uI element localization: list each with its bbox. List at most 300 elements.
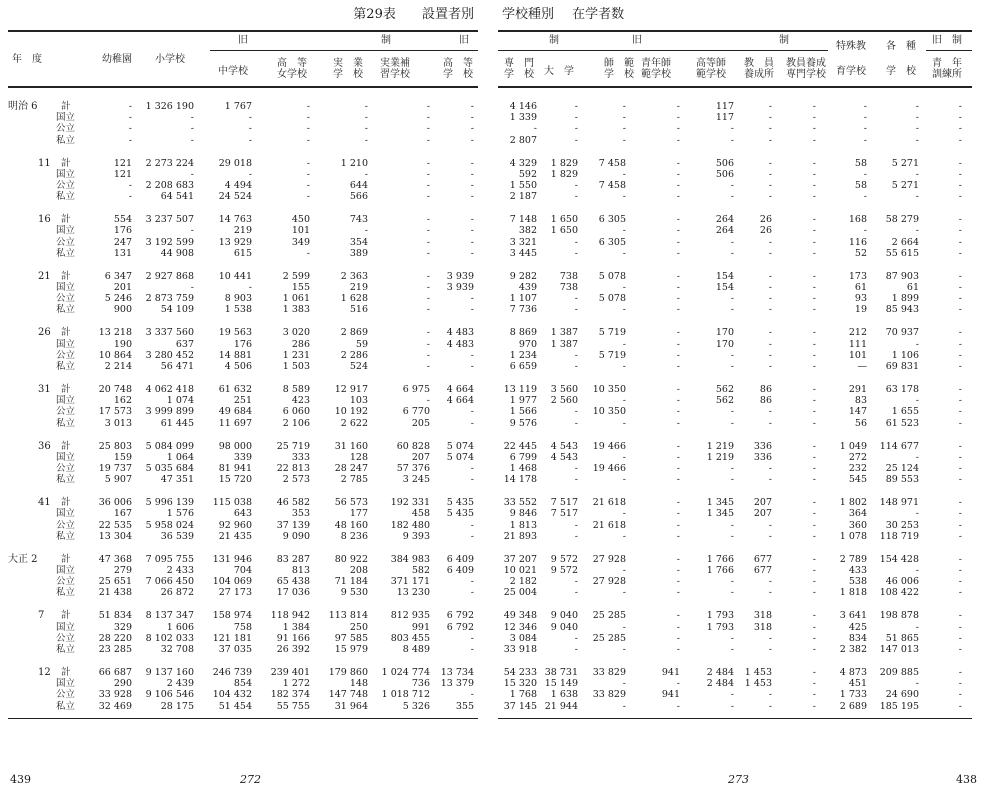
table-cell: 147 013: [879, 644, 919, 655]
table-cell: -: [958, 417, 962, 429]
table-cell: 15 149: [544, 678, 578, 690]
header-top-rule-right: [498, 30, 972, 32]
table-cell: -: [863, 134, 867, 146]
table-cell: -: [812, 451, 816, 463]
table-cell: -: [306, 112, 310, 124]
table-cell: 118 942: [270, 610, 310, 622]
table-cell: 566: [349, 191, 368, 203]
table-cell: -: [812, 361, 816, 372]
table-cell: 128: [349, 451, 368, 463]
header-supp-vocational: 実業補 習学校: [380, 58, 410, 80]
row-label: 国立: [56, 338, 76, 350]
table-cell: -: [958, 101, 962, 112]
table-cell: 158 974: [212, 610, 252, 622]
table-cell: 970: [518, 338, 537, 350]
table-cell: 450: [291, 214, 310, 226]
title-school-type: 学校種別: [502, 7, 555, 22]
table-cell: -: [426, 134, 430, 146]
table-cell: -: [426, 247, 430, 259]
table-cell: -: [958, 497, 962, 509]
row-label: 私立: [56, 134, 76, 146]
table-cell: 279: [113, 565, 132, 576]
table-cell: 111: [848, 338, 867, 350]
table-cell: 637: [175, 338, 194, 350]
table-cell: -: [574, 349, 578, 361]
table-cell: 114 677: [879, 440, 919, 452]
table-cell: 545: [848, 474, 867, 486]
table-cell: -: [676, 463, 680, 474]
table-cell: 154: [715, 270, 734, 282]
table-cell: 26: [759, 214, 772, 226]
table-cell: 1 339: [509, 112, 537, 124]
table-cell: -: [812, 123, 816, 135]
table-cell: 33 829: [592, 689, 626, 701]
table-cell: -: [470, 180, 474, 191]
table-cell: 58: [854, 157, 867, 169]
table-cell: 13 304: [98, 530, 132, 542]
table-cell: 69 831: [885, 361, 919, 372]
table-cell: -: [128, 112, 132, 124]
table-cell: -: [574, 474, 578, 486]
table-cell: 451: [848, 678, 867, 690]
row-label: 国立: [56, 451, 76, 463]
table-cell: -: [730, 361, 734, 372]
table-cell: -: [676, 191, 680, 203]
table-cell: -: [190, 134, 194, 146]
table-cell: -: [470, 474, 474, 486]
table-cell: 86: [759, 384, 772, 395]
table-cell: 9 576: [509, 417, 537, 429]
table-cell: 8 903: [224, 293, 252, 305]
table-cell: 3 560: [550, 384, 578, 395]
table-cell: 2 182: [509, 576, 537, 588]
table-cell: -: [958, 112, 962, 124]
table-cell: -: [470, 644, 474, 655]
table-cell: 2 573: [282, 474, 310, 486]
table-cell: -: [768, 304, 772, 316]
table-cell: 12 917: [334, 384, 368, 395]
table-cell: 85 943: [885, 304, 919, 316]
table-cell: -: [768, 112, 772, 124]
table-cell: 208: [349, 565, 368, 576]
table-cell: -: [915, 123, 919, 135]
title-enrollment: 在学者数: [572, 7, 625, 22]
table-cell: 10 441: [218, 270, 252, 282]
table-cell: 1 628: [340, 293, 368, 305]
table-cell: -: [128, 101, 132, 112]
table-cell: -: [622, 168, 626, 180]
table-cell: -: [730, 180, 734, 191]
table-cell: 5 958 024: [145, 519, 194, 531]
table-cell: -: [622, 191, 626, 203]
table-cell: 6 305: [598, 236, 626, 248]
table-cell: 2 484: [706, 667, 734, 678]
table-bottom-rule: [8, 718, 478, 719]
table-cell: -: [622, 101, 626, 112]
table-cell: -: [574, 463, 578, 474]
table-cell: -: [306, 168, 310, 180]
table-cell: 54 109: [160, 304, 194, 316]
row-label: 私立: [56, 587, 76, 599]
table-cell: 1 829: [550, 168, 578, 180]
table-cell: 10 021: [503, 565, 537, 576]
table-cell: 339: [233, 451, 252, 463]
table-cell: 329: [113, 621, 132, 633]
table-cell: -: [622, 361, 626, 372]
table-cell: 318: [753, 621, 772, 633]
table-cell: -: [676, 123, 680, 135]
table-cell: -: [426, 214, 430, 226]
table-cell: 198 878: [879, 610, 919, 622]
table-cell: 80 922: [334, 553, 368, 565]
table-cell: -: [470, 519, 474, 531]
table-cell: 5 326: [402, 700, 430, 712]
table-cell: 192 331: [390, 497, 430, 509]
table-cell: 64 541: [160, 191, 194, 203]
table-cell: -: [958, 474, 962, 486]
table-cell: 812 935: [390, 610, 430, 622]
table-cell: -: [812, 497, 816, 509]
table-cell: 1 503: [282, 361, 310, 372]
table-cell: 56: [854, 417, 867, 429]
era-label: 明治 6: [8, 101, 38, 112]
table-cell: -: [958, 565, 962, 576]
table-cell: 4 146: [509, 101, 537, 112]
table-cell: 2 664: [891, 236, 919, 248]
table-cell: 212: [848, 327, 867, 339]
table-cell: 562: [715, 384, 734, 395]
table-cell: 37 035: [218, 644, 252, 655]
header-misc-group: 各 種: [886, 41, 916, 52]
table-cell: -: [622, 451, 626, 463]
table-cell: 22 445: [503, 440, 537, 452]
table-cell: -: [676, 644, 680, 655]
table-cell: -: [958, 304, 962, 316]
table-cell: -: [190, 112, 194, 124]
table-cell: 61 445: [160, 417, 194, 429]
table-cell: 336: [753, 440, 772, 452]
table-cell: -: [812, 293, 816, 305]
table-cell: 61 632: [218, 384, 252, 395]
table-cell: -: [470, 157, 474, 169]
table-cell: -: [622, 417, 626, 429]
table-cell: -: [730, 236, 734, 248]
table-cell: 113 814: [328, 610, 368, 622]
table-cell: 4 494: [224, 180, 252, 191]
header-high-school: 高 等 学 校: [443, 58, 473, 80]
table-cell: -: [622, 134, 626, 146]
header-sub-rule-old: [926, 50, 972, 51]
table-cell: -: [812, 565, 816, 576]
table-cell: 736: [411, 678, 430, 690]
table-cell: -: [812, 214, 816, 226]
year-label: 36: [38, 440, 51, 452]
table-cell: -: [190, 225, 194, 237]
table-cell: -: [958, 530, 962, 542]
table-cell: 1 977: [509, 395, 537, 407]
table-cell: 28 220: [98, 632, 132, 644]
table-cell: -: [812, 327, 816, 339]
table-cell: 6 659: [509, 361, 537, 372]
table-cell: 1 655: [891, 406, 919, 418]
table-cell: 13 230: [396, 587, 430, 599]
table-cell: -: [574, 406, 578, 418]
row-label: 公立: [56, 406, 76, 418]
table-cell: 2 273 224: [145, 157, 194, 169]
table-cell: -: [812, 236, 816, 248]
row-label: 公立: [56, 463, 76, 474]
table-cell: 91 166: [276, 632, 310, 644]
table-cell: 8 869: [509, 327, 537, 339]
table-cell: -: [676, 157, 680, 169]
right-book-page: 273: [728, 773, 749, 786]
table-cell: 13 734: [440, 667, 474, 678]
table-cell: -: [768, 270, 772, 282]
table-cell: -: [915, 678, 919, 690]
table-cell: -: [676, 395, 680, 407]
table-cell: 5 078: [598, 270, 626, 282]
table-cell: -: [248, 168, 252, 180]
table-cell: -: [470, 214, 474, 226]
table-cell: -: [958, 338, 962, 350]
table-cell: -: [768, 700, 772, 712]
table-cell: -: [768, 644, 772, 655]
table-cell: -: [958, 519, 962, 531]
table-cell: -: [426, 349, 430, 361]
table-cell: -: [958, 644, 962, 655]
table-cell: 87 903: [885, 270, 919, 282]
table-cell: 7 736: [509, 304, 537, 316]
row-label: 私立: [56, 700, 76, 712]
table-cell: 103: [349, 395, 368, 407]
table-cell: 371 171: [390, 576, 430, 588]
table-cell: -: [730, 644, 734, 655]
table-cell: -: [730, 519, 734, 531]
header-teacher-senmon: 教員養成 専門学校: [786, 58, 826, 80]
table-cell: 54 233: [503, 667, 537, 678]
table-cell: -: [574, 101, 578, 112]
era-label: 大正 2: [8, 553, 38, 565]
table-cell: -: [676, 293, 680, 305]
table-cell: -: [128, 134, 132, 146]
table-cell: 8 236: [340, 530, 368, 542]
table-cell: 7 066 450: [145, 576, 194, 588]
table-cell: -: [958, 395, 962, 407]
table-cell: -: [958, 168, 962, 180]
right-page: [494, 0, 984, 789]
table-cell: 83 287: [276, 553, 310, 565]
table-cell: -: [730, 474, 734, 486]
table-cell: -: [470, 101, 474, 112]
table-cell: -: [812, 417, 816, 429]
table-cell: 25 285: [592, 610, 626, 622]
table-cell: -: [470, 123, 474, 135]
table-cell: -: [812, 384, 816, 395]
table-cell: 803 455: [390, 632, 430, 644]
table-cell: -: [812, 667, 816, 678]
table-cell: 9 572: [550, 553, 578, 565]
table-cell: 26 392: [276, 644, 310, 655]
table-cell: -: [730, 304, 734, 316]
header-group-old-sei: 制: [381, 35, 391, 46]
table-cell: 31 964: [334, 700, 368, 712]
table-cell: -: [676, 587, 680, 599]
table-cell: 48 160: [334, 519, 368, 531]
table-cell: -: [574, 632, 578, 644]
table-cell: -: [812, 406, 816, 418]
table-cell: -: [248, 112, 252, 124]
table-cell: -: [533, 123, 537, 135]
table-cell: 121: [113, 168, 132, 180]
title-founder: 設置者別: [421, 7, 474, 22]
table-cell: -: [915, 451, 919, 463]
table-cell: 21 618: [592, 497, 626, 509]
table-cell: 6 792: [446, 610, 474, 622]
table-cell: -: [676, 349, 680, 361]
table-cell: -: [768, 157, 772, 169]
row-label: 公立: [56, 293, 76, 305]
year-label: 21: [38, 270, 51, 282]
table-cell: 1 326 190: [145, 101, 194, 112]
table-cell: 1 219: [706, 451, 734, 463]
table-cell: 704: [233, 565, 252, 576]
table-cell: 2 439: [166, 678, 194, 690]
header-girls-high: 高 等 女学校: [277, 58, 307, 80]
table-cell: 644: [349, 180, 368, 191]
table-cell: 1 387: [550, 338, 578, 350]
table-cell: 354: [349, 236, 368, 248]
table-cell: 148 971: [879, 497, 919, 509]
table-cell: -: [426, 395, 430, 407]
table-cell: 7 458: [598, 157, 626, 169]
table-cell: 46 006: [885, 576, 919, 588]
table-cell: 6 409: [446, 553, 474, 565]
table-cell: -: [574, 576, 578, 588]
row-label: 公立: [56, 123, 76, 135]
table-cell: 19 563: [218, 327, 252, 339]
table-cell: -: [812, 576, 816, 588]
table-cell: -: [574, 530, 578, 542]
table-cell: 6 792: [446, 621, 474, 633]
table-cell: -: [426, 304, 430, 316]
table-cell: -: [812, 168, 816, 180]
table-cell: -: [426, 270, 430, 282]
table-cell: 98 000: [218, 440, 252, 452]
table-cell: -: [676, 440, 680, 452]
table-cell: 592: [518, 168, 537, 180]
table-cell: 743: [349, 214, 368, 226]
table-cell: 25 124: [885, 463, 919, 474]
table-cell: -: [812, 112, 816, 124]
table-cell: 61: [854, 282, 867, 293]
row-label: 国立: [56, 282, 76, 293]
table-cell: -: [812, 440, 816, 452]
table-cell: -: [622, 282, 626, 293]
table-cell: 3 337 560: [145, 327, 194, 339]
table-cell: 2 807: [509, 134, 537, 146]
table-cell: -: [915, 621, 919, 633]
table-cell: -: [958, 361, 962, 372]
table-cell: 6 347: [104, 270, 132, 282]
header-year: 年 度: [12, 54, 42, 65]
table-cell: 1 606: [166, 621, 194, 633]
table-title-right: [502, 3, 638, 22]
table-cell: 3 641: [839, 610, 867, 622]
table-cell: 941: [661, 689, 680, 701]
table-cell: -: [730, 123, 734, 135]
table-cell: 2 622: [340, 417, 368, 429]
table-cell: 458: [411, 508, 430, 520]
table-cell: -: [958, 553, 962, 565]
table-cell: 290: [113, 678, 132, 690]
row-label: 公立: [56, 576, 76, 588]
table-cell: 60 828: [396, 440, 430, 452]
header-kindergarten: 幼稚園: [102, 54, 132, 65]
row-label: 国立: [56, 395, 76, 407]
table-cell: 1 049: [839, 440, 867, 452]
table-cell: 131 946: [212, 553, 252, 565]
table-cell: -: [768, 191, 772, 203]
row-label: 公立: [56, 180, 76, 191]
table-cell: 51 834: [98, 610, 132, 622]
table-cell: -: [958, 236, 962, 248]
table-cell: 1 061: [282, 293, 310, 305]
table-cell: 182 480: [390, 519, 430, 531]
table-cell: -: [676, 214, 680, 226]
table-cell: -: [574, 236, 578, 248]
table-cell: 116: [848, 236, 867, 248]
table-cell: 1 793: [706, 621, 734, 633]
table-cell: -: [470, 236, 474, 248]
table-cell: 2 214: [104, 361, 132, 372]
table-cell: -: [364, 225, 368, 237]
table-cell: -: [958, 282, 962, 293]
table-cell: -: [812, 553, 816, 565]
table-cell: 148: [349, 678, 368, 690]
table-cell: 21 438: [98, 587, 132, 599]
row-label: 国立: [56, 225, 76, 237]
table-cell: -: [622, 474, 626, 486]
header-university: 大 学: [544, 66, 574, 77]
table-cell: -: [915, 168, 919, 180]
table-cell: 155: [291, 282, 310, 293]
table-cell: 27 173: [218, 587, 252, 599]
table-cell: -: [364, 123, 368, 135]
table-cell: -: [863, 101, 867, 112]
table-cell: -: [958, 610, 962, 622]
table-cell: -: [768, 123, 772, 135]
table-cell: -: [190, 123, 194, 135]
table-cell: 1 802: [839, 497, 867, 509]
table-cell: 900: [113, 304, 132, 316]
table-cell: 207: [753, 497, 772, 509]
table-cell: 8 489: [402, 644, 430, 655]
table-cell: 4 506: [224, 361, 252, 372]
table-cell: -: [248, 282, 252, 293]
table-cell: 8 589: [282, 384, 310, 395]
table-cell: -: [622, 587, 626, 599]
table-cell: -: [676, 632, 680, 644]
left-book-page: 272: [240, 773, 261, 786]
table-cell: -: [812, 621, 816, 633]
table-cell: -: [812, 463, 816, 474]
table-cell: -: [915, 508, 919, 520]
table-cell: 22 535: [98, 519, 132, 531]
table-cell: -: [812, 101, 816, 112]
table-cell: 159: [113, 451, 132, 463]
table-cell: 185 195: [879, 700, 919, 712]
table-cell: -: [958, 384, 962, 395]
